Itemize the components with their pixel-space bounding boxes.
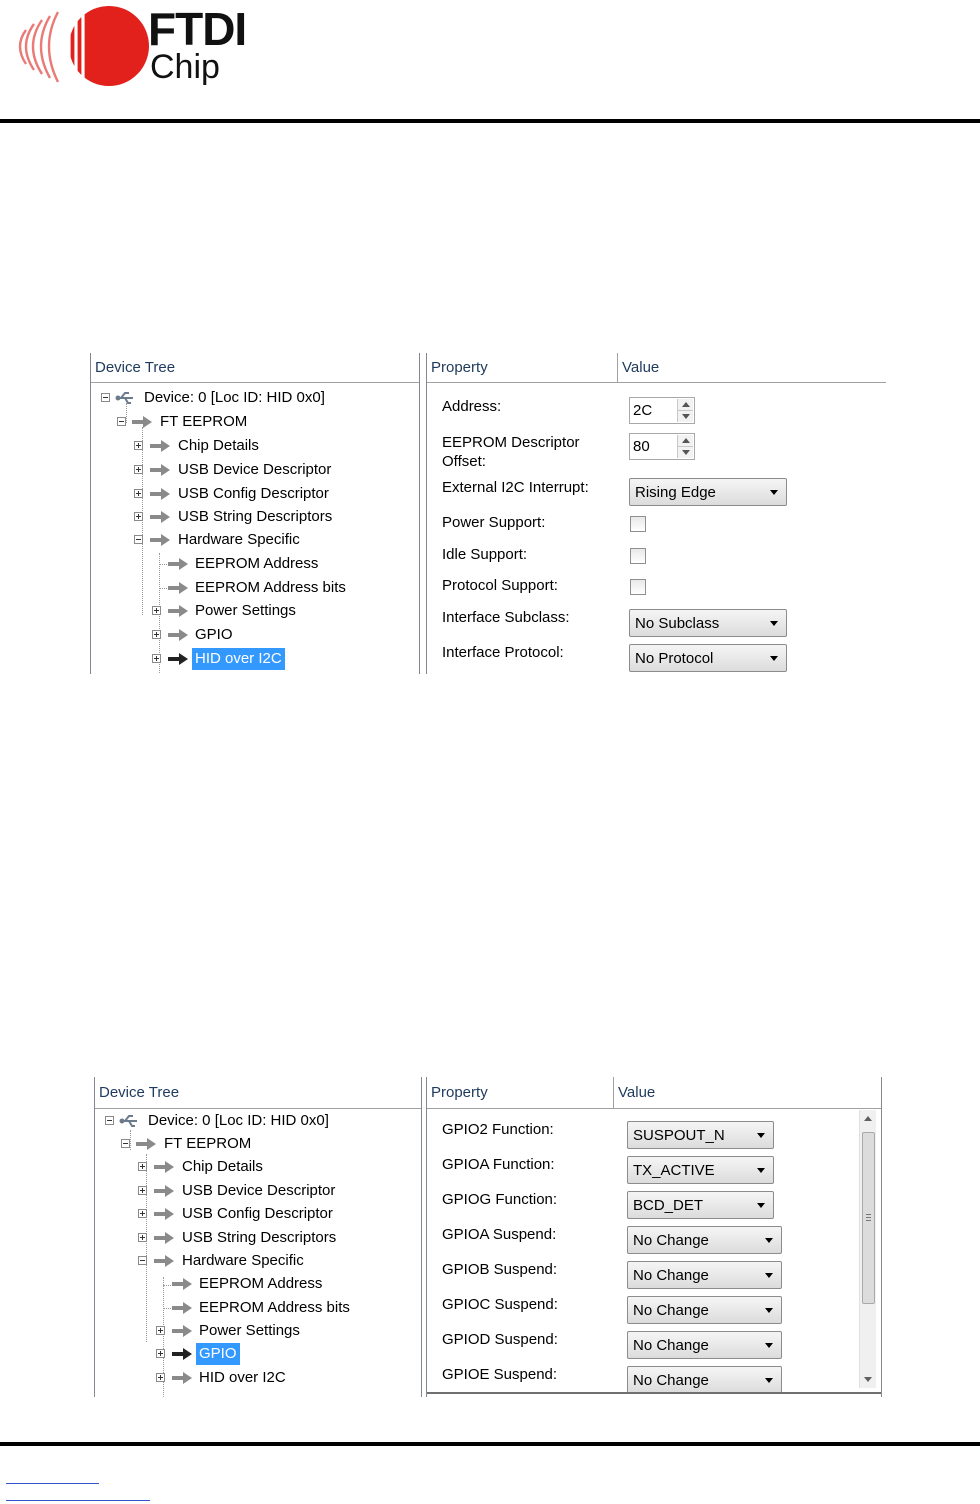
tree-item-label: EEPROM Address bbox=[199, 1275, 323, 1292]
property-label: GPIOE Suspend: bbox=[442, 1366, 558, 1383]
arrow-icon bbox=[149, 533, 171, 547]
property-header: Property bbox=[427, 1077, 613, 1109]
spin-down-icon[interactable] bbox=[682, 414, 690, 419]
dropdown-arrow-icon[interactable] bbox=[757, 1133, 765, 1138]
tree-item-label: USB String Descriptors bbox=[178, 508, 333, 525]
collapse-icon[interactable] bbox=[101, 393, 110, 402]
property-label: Idle Support: bbox=[442, 546, 528, 563]
expand-icon[interactable] bbox=[134, 489, 143, 498]
tree-item-eeprom-address-bits[interactable] bbox=[91, 577, 420, 599]
protocol-support-checkbox[interactable] bbox=[630, 579, 646, 595]
tree-item-eeprom-address[interactable] bbox=[95, 1273, 422, 1295]
expand-icon[interactable] bbox=[134, 441, 143, 450]
select-value: Rising Edge bbox=[635, 484, 716, 501]
expand-icon[interactable] bbox=[138, 1162, 147, 1171]
property-label: GPIOG Function: bbox=[442, 1191, 558, 1208]
footer-link[interactable] bbox=[6, 1470, 99, 1484]
property-label: Address: bbox=[442, 398, 502, 415]
arrow-icon bbox=[131, 415, 153, 429]
value-header: Value bbox=[618, 353, 886, 383]
tree-item-hid-over-i2c[interactable] bbox=[95, 1367, 422, 1389]
spinner-buttons[interactable] bbox=[677, 399, 693, 422]
property-label: GPIO2 Function: bbox=[442, 1121, 554, 1138]
scrollbar-thumb[interactable] bbox=[862, 1132, 875, 1304]
tree-item-eeprom-address[interactable] bbox=[91, 553, 420, 575]
gpioa-function-select[interactable] bbox=[627, 1156, 774, 1184]
property-label-continued: Offset: bbox=[442, 453, 486, 470]
descriptor-offset-spinner[interactable] bbox=[629, 433, 695, 460]
expand-icon[interactable] bbox=[156, 1373, 165, 1382]
arrow-icon bbox=[171, 1277, 193, 1291]
dropdown-arrow-icon[interactable] bbox=[770, 656, 778, 661]
arrow-icon bbox=[153, 1207, 175, 1221]
tree-item-label: Hardware Specific bbox=[178, 531, 300, 548]
expand-icon[interactable] bbox=[134, 512, 143, 521]
tree-item-ft-eeprom[interactable] bbox=[91, 411, 420, 433]
expand-icon[interactable] bbox=[138, 1186, 147, 1195]
idle-support-checkbox[interactable] bbox=[630, 548, 646, 564]
address-spinner[interactable] bbox=[629, 397, 695, 424]
tree-item-label: Hardware Specific bbox=[182, 1252, 304, 1269]
collapse-icon[interactable] bbox=[134, 535, 143, 544]
expand-icon[interactable] bbox=[152, 630, 161, 639]
spin-up-icon[interactable] bbox=[682, 438, 690, 443]
tree-item-label: Chip Details bbox=[182, 1158, 263, 1175]
collapse-icon[interactable] bbox=[138, 1256, 147, 1265]
power-support-checkbox[interactable] bbox=[630, 516, 646, 532]
usb-icon bbox=[119, 1112, 139, 1130]
collapse-icon[interactable] bbox=[105, 1116, 114, 1125]
arrow-icon bbox=[167, 652, 189, 666]
tree-item-label: EEPROM Address bits bbox=[195, 579, 346, 596]
tree-item-label: USB Config Descriptor bbox=[182, 1205, 333, 1222]
property-grid-pane bbox=[426, 353, 886, 674]
tree-item-label: USB Device Descriptor bbox=[182, 1182, 336, 1199]
tree-item-label: Power Settings bbox=[195, 602, 296, 619]
device-tree-pane bbox=[90, 353, 420, 674]
tree-item-usb-string-descriptors[interactable] bbox=[95, 1227, 422, 1249]
property-header: Property bbox=[427, 353, 617, 383]
header-divider bbox=[0, 119, 980, 123]
arrow-icon bbox=[171, 1371, 193, 1385]
select-value: No Change bbox=[633, 1337, 709, 1354]
spin-down-icon[interactable] bbox=[682, 450, 690, 455]
dropdown-arrow-icon[interactable] bbox=[765, 1238, 773, 1243]
dropdown-arrow-icon[interactable] bbox=[757, 1168, 765, 1173]
tree-item-label: Device: 0 [Loc ID: HID 0x0] bbox=[148, 1112, 329, 1129]
tree-item-usb-device-descriptor[interactable] bbox=[95, 1180, 422, 1202]
dropdown-arrow-icon[interactable] bbox=[765, 1378, 773, 1383]
arrow-icon bbox=[153, 1254, 175, 1268]
arrow-icon bbox=[153, 1231, 175, 1245]
tree-item-label-selected: GPIO bbox=[196, 1343, 240, 1365]
footer-link[interactable] bbox=[6, 1487, 150, 1501]
gpiog-function-select[interactable] bbox=[627, 1191, 774, 1219]
arrow-icon bbox=[149, 463, 171, 477]
tree-item-label: USB Config Descriptor bbox=[178, 485, 329, 502]
arrow-icon bbox=[167, 581, 189, 595]
tree-item-chip-details[interactable] bbox=[91, 435, 420, 457]
spin-up-icon[interactable] bbox=[682, 402, 690, 407]
tree-item-chip-details[interactable] bbox=[95, 1156, 422, 1178]
tree-item-usb-device-descriptor[interactable] bbox=[91, 459, 420, 481]
arrow-icon bbox=[167, 604, 189, 618]
arrow-icon bbox=[171, 1324, 193, 1338]
tree-item-power-settings[interactable] bbox=[91, 600, 420, 622]
select-value: No Change bbox=[633, 1232, 709, 1249]
expand-icon[interactable] bbox=[138, 1233, 147, 1242]
gpiob-suspend-select[interactable] bbox=[627, 1261, 782, 1289]
tree-item-gpio[interactable] bbox=[91, 624, 420, 646]
device-tree-pane bbox=[94, 1077, 422, 1397]
expand-icon[interactable] bbox=[138, 1209, 147, 1218]
arrow-icon bbox=[153, 1184, 175, 1198]
tree-item-ft-eeprom[interactable] bbox=[95, 1133, 422, 1155]
expand-icon[interactable] bbox=[152, 606, 161, 615]
tree-item-device[interactable] bbox=[91, 387, 420, 409]
scroll-down-icon[interactable] bbox=[864, 1377, 872, 1382]
tree-item-usb-config-descriptor[interactable] bbox=[91, 483, 420, 505]
tree-item-hardware-specific[interactable] bbox=[95, 1250, 422, 1272]
dropdown-arrow-icon[interactable] bbox=[770, 490, 778, 495]
collapse-icon[interactable] bbox=[117, 417, 126, 426]
select-value: No Protocol bbox=[635, 650, 714, 667]
address-value[interactable]: 2C bbox=[633, 402, 653, 419]
arrow-icon bbox=[149, 510, 171, 524]
select-value: No Change bbox=[633, 1372, 709, 1389]
expand-icon[interactable] bbox=[134, 465, 143, 474]
tree-item-power-settings[interactable] bbox=[95, 1320, 422, 1342]
tree-item-usb-string-descriptors[interactable] bbox=[91, 506, 420, 528]
dropdown-arrow-icon[interactable] bbox=[765, 1308, 773, 1313]
property-grid-scrollbar[interactable] bbox=[859, 1110, 876, 1388]
property-label: Power Support: bbox=[442, 514, 546, 531]
select-value: TX_ACTIVE bbox=[633, 1162, 715, 1179]
arrow-icon bbox=[171, 1347, 193, 1361]
property-grid-pane bbox=[426, 1077, 882, 1397]
tree-item-label: Power Settings bbox=[199, 1322, 300, 1339]
tree-item-label: Device: 0 [Loc ID: HID 0x0] bbox=[144, 389, 325, 406]
logo-mark-icon bbox=[14, 2, 154, 94]
property-label: Protocol Support: bbox=[442, 577, 558, 594]
tree-item-usb-config-descriptor[interactable] bbox=[95, 1203, 422, 1225]
tree-item-device[interactable] bbox=[95, 1110, 422, 1132]
tree-item-label: GPIO bbox=[195, 626, 233, 643]
tree-item-eeprom-address-bits[interactable] bbox=[95, 1297, 422, 1319]
tree-item-hardware-specific[interactable] bbox=[91, 529, 420, 551]
tree-item-label: Chip Details bbox=[178, 437, 259, 454]
arrow-icon bbox=[167, 628, 189, 642]
expand-icon[interactable] bbox=[156, 1349, 165, 1358]
property-label: External I2C Interrupt: bbox=[442, 479, 589, 496]
tree-item-gpio[interactable] bbox=[95, 1343, 422, 1365]
arrow-icon bbox=[167, 557, 189, 571]
property-label: GPIOD Suspend: bbox=[442, 1331, 558, 1348]
dropdown-arrow-icon[interactable] bbox=[757, 1203, 765, 1208]
property-label: GPIOC Suspend: bbox=[442, 1296, 558, 1313]
tree-item-label: EEPROM Address bbox=[195, 555, 319, 572]
tree-item-label: EEPROM Address bits bbox=[199, 1299, 350, 1316]
property-label: GPIOA Function: bbox=[442, 1156, 555, 1173]
footer-divider bbox=[0, 1442, 980, 1446]
gpio2-function-select[interactable] bbox=[627, 1121, 774, 1149]
tree-item-label: USB Device Descriptor bbox=[178, 461, 332, 478]
select-value: SUSPOUT_N bbox=[633, 1127, 725, 1144]
gpioe-suspend-select[interactable] bbox=[627, 1366, 782, 1394]
tree-item-hid-over-i2c[interactable] bbox=[91, 648, 420, 670]
property-label: EEPROM Descriptor bbox=[442, 434, 580, 451]
select-value: No Change bbox=[633, 1302, 709, 1319]
logo-chip-text: Chip bbox=[150, 48, 220, 86]
device-tree-header: Device Tree bbox=[91, 353, 420, 383]
tree-item-label: USB String Descriptors bbox=[182, 1229, 337, 1246]
scroll-up-icon[interactable] bbox=[864, 1116, 872, 1121]
arrow-icon bbox=[171, 1301, 193, 1315]
select-value: No Change bbox=[633, 1267, 709, 1284]
descriptor-offset-value[interactable]: 80 bbox=[633, 438, 650, 455]
arrow-icon bbox=[135, 1137, 157, 1151]
logo-ftdi-text: FTDI bbox=[148, 3, 247, 55]
gpiod-suspend-select[interactable] bbox=[627, 1331, 782, 1359]
device-tree-header: Device Tree bbox=[95, 1077, 422, 1109]
dropdown-arrow-icon[interactable] bbox=[765, 1273, 773, 1278]
external-i2c-interrupt-select[interactable] bbox=[629, 478, 787, 506]
collapse-icon[interactable] bbox=[121, 1139, 130, 1148]
tree-item-label: HID over I2C bbox=[199, 1369, 286, 1386]
gpioc-suspend-select[interactable] bbox=[627, 1296, 782, 1324]
value-header: Value bbox=[614, 1077, 882, 1109]
tree-item-label-selected: HID over I2C bbox=[192, 648, 285, 670]
interface-subclass-select[interactable] bbox=[629, 609, 787, 637]
select-value: No Subclass bbox=[635, 615, 720, 632]
screenshot-hid-over-i2c bbox=[90, 353, 886, 674]
gpioa-suspend-select[interactable] bbox=[627, 1226, 782, 1254]
property-label: Interface Protocol: bbox=[442, 644, 564, 661]
screenshot-gpio bbox=[94, 1077, 882, 1397]
property-label: GPIOA Suspend: bbox=[442, 1226, 557, 1243]
dropdown-arrow-icon[interactable] bbox=[765, 1343, 773, 1348]
expand-icon[interactable] bbox=[156, 1326, 165, 1335]
arrow-icon bbox=[149, 487, 171, 501]
interface-protocol-select[interactable] bbox=[629, 644, 787, 672]
dropdown-arrow-icon[interactable] bbox=[770, 621, 778, 626]
spinner-buttons[interactable] bbox=[677, 435, 693, 458]
tree-item-label: FT EEPROM bbox=[160, 413, 248, 430]
arrow-icon bbox=[153, 1160, 175, 1174]
property-label: Interface Subclass: bbox=[442, 609, 570, 626]
usb-icon bbox=[115, 389, 135, 407]
expand-icon[interactable] bbox=[152, 654, 161, 663]
tree-item-label: FT EEPROM bbox=[164, 1135, 252, 1152]
property-label: GPIOB Suspend: bbox=[442, 1261, 558, 1278]
select-value: BCD_DET bbox=[633, 1197, 704, 1214]
ftdi-chip-logo bbox=[14, 2, 247, 94]
arrow-icon bbox=[149, 439, 171, 453]
